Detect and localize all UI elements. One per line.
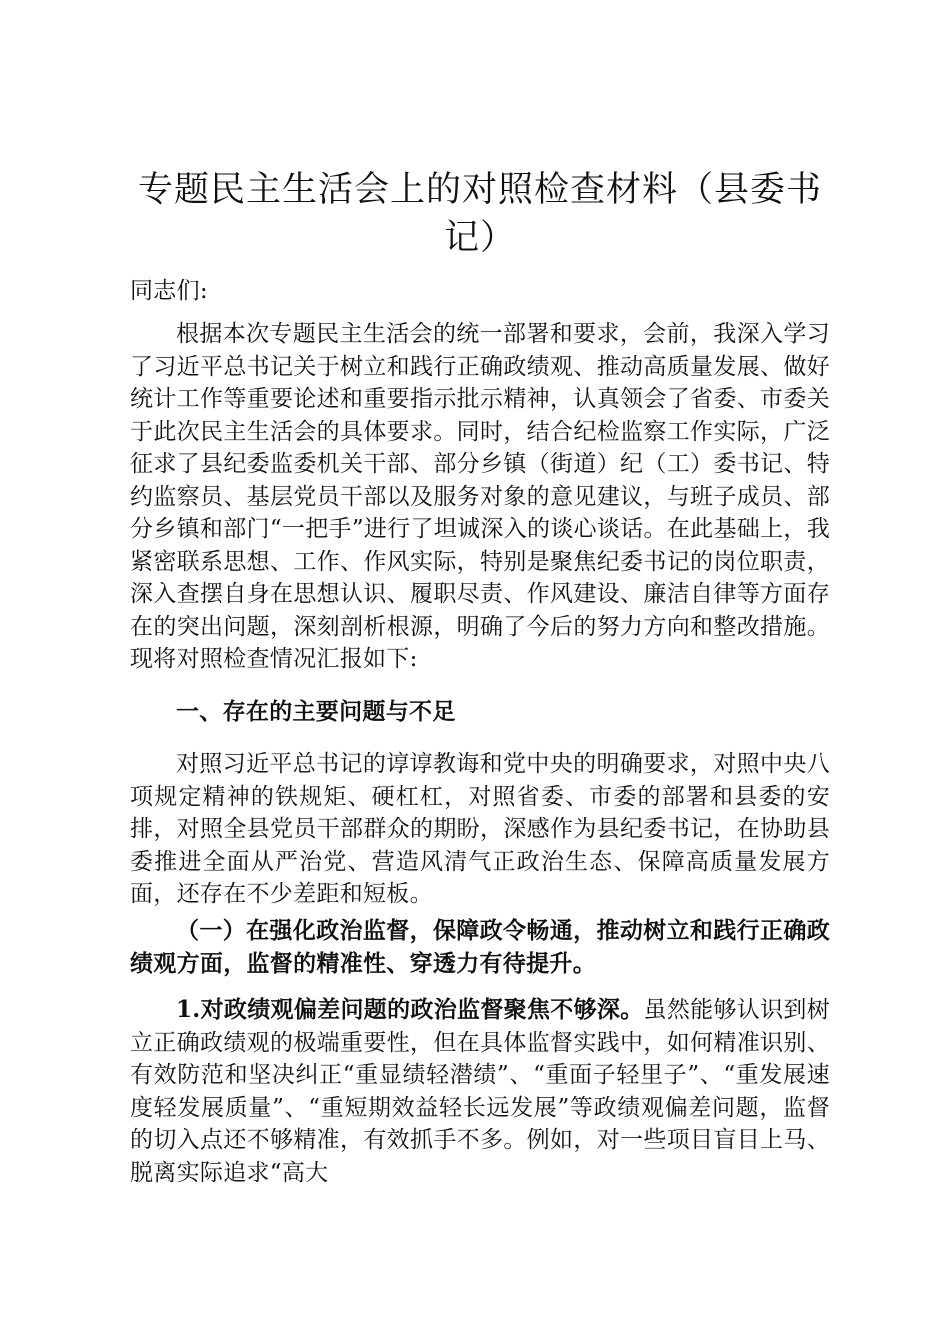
item-body-text: 虽然能够认识到树立正确政绩观的极端重要性，但在具体监督实践中，如何精准识别、有效防范和坚决纠正“重显绩轻潜绩”、“重面子轻里子”、“重发展速度轻发展质量”、“重短期效益轻长远发展”等政绩观偏差问题，监督的切入点还不够精准，有效抓手不多。例如，对一些项目盲目上马、脱离实际追求“高大 — [130, 997, 831, 1186]
document-title: 专题民主生活会上的对照检查材料（县委书记） — [137, 170, 822, 258]
salutation: 同志们: — [130, 278, 208, 304]
subsection-heading-political-supervision: （一）在强化政治监督，保障政令畅通，推动树立和践行正确政绩观方面，监督的精准性、穿透力有待提升。 — [130, 917, 830, 977]
section-paragraph-problems: 对照习近平总书记的谆谆教诲和党中央的明确要求，对照中央八项规定精神的铁规矩、硬杠杠，对照省委、市委的部署和县委的安排，对照全县党员干部群众的期盼，深感作为县纪委书记，在协助县委推进全面从严治党、营造风清气正政治生态、保障高质量发展方面，还存在不少差距和短板。 — [130, 751, 830, 907]
item-paragraph-1 — [130, 994, 830, 1189]
intro-paragraph: 根据本次专题民主生活会的统一部署和要求，会前，我深入学习了习近平总书记关于树立和践行正确政绩观、推动高质量发展、做好统计工作等重要论述和重要指示批示精神，认真领会了省委、市委关于此次民主生活会的具体要求。同时，结合纪检监察工作实际，广泛征求了县纪委监委机关干部、部分乡镇（街道）纪（工）委书记、特约监察员、基层党员干部以及服务对象的意见建议，与班子成员、部分乡镇和部门“一把手”进行了坦诚深入的谈心谈话。在此基础上，我紧密联系思想、工作、作风实际，特别是聚焦纪委书记的岗位职责，深入查摆自身在思想认识、履职尽责、作风建设、廉洁自律等方面存在的突出问题，深刻剖析根源，明确了今后的努力方向和整改措施。现将对照检查情况汇报如下: — [130, 321, 830, 672]
item-lead-text: 1.对政绩观偏差问题的政治监督聚焦不够深。 — [176, 996, 644, 1023]
section-heading-problems: 一、存在的主要问题与不足 — [176, 698, 456, 725]
